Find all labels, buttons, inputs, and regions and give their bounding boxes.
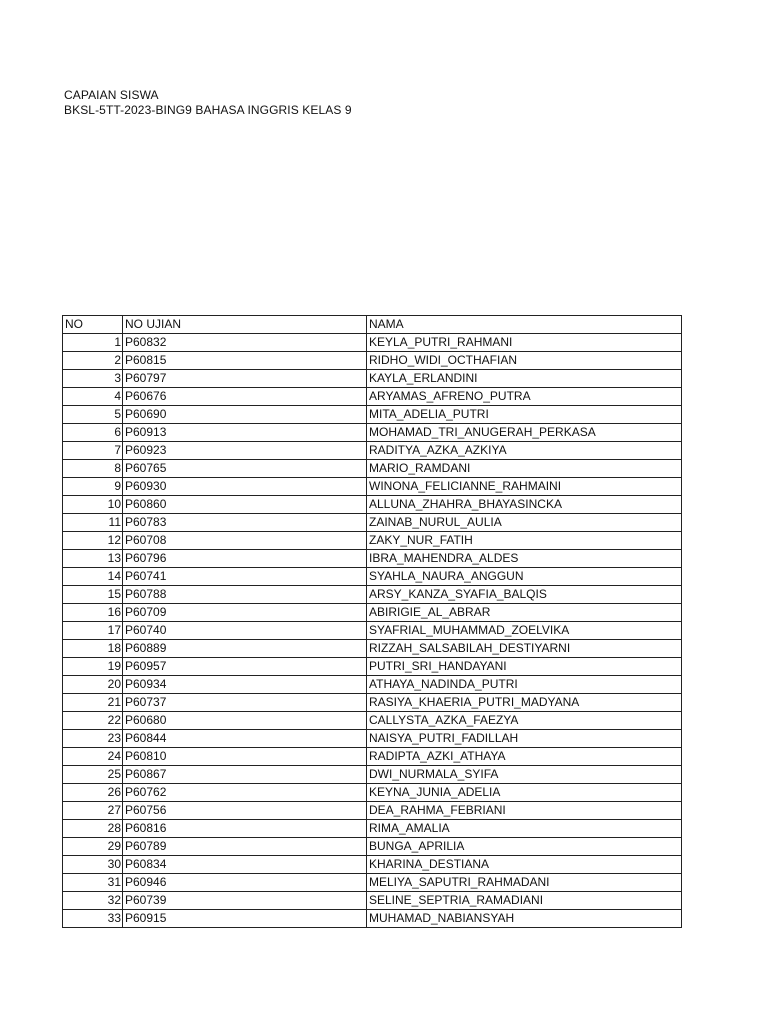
exam-number-cell: P60796 — [123, 550, 367, 568]
row-number-cell: 21 — [63, 694, 123, 712]
student-name-cell: IBRA_MAHENDRA_ALDES — [367, 550, 682, 568]
table-row — [63, 694, 682, 712]
table-row — [63, 478, 682, 496]
row-number-cell: 1 — [63, 334, 123, 352]
table-row — [63, 586, 682, 604]
student-name-cell: ATHAYA_NADINDA_PUTRI — [367, 676, 682, 694]
table-row — [63, 730, 682, 748]
row-number-cell: 30 — [63, 856, 123, 874]
exam-number-cell: P60709 — [123, 604, 367, 622]
exam-number-cell: P60756 — [123, 802, 367, 820]
student-name-cell: RIMA_AMALIA — [367, 820, 682, 838]
table-header — [63, 316, 682, 334]
student-name-cell: RADIPTA_AZKI_ATHAYA — [367, 748, 682, 766]
document-title: CAPAIAN SISWA — [64, 88, 159, 102]
row-number-cell: 7 — [63, 442, 123, 460]
exam-number-cell: P60741 — [123, 568, 367, 586]
row-number-cell: 17 — [63, 622, 123, 640]
table-row — [63, 766, 682, 784]
student-name-cell: PUTRI_SRI_HANDAYANI — [367, 658, 682, 676]
row-number-cell: 12 — [63, 532, 123, 550]
row-number-cell: 27 — [63, 802, 123, 820]
student-name-cell: ARSY_KANZA_SYAFIA_BALQIS — [367, 586, 682, 604]
exam-number-cell: P60708 — [123, 532, 367, 550]
exam-number-cell: P60946 — [123, 874, 367, 892]
row-number-cell: 4 — [63, 388, 123, 406]
table-row — [63, 514, 682, 532]
student-name-cell: SYAFRIAL_MUHAMMAD_ZOELVIKA — [367, 622, 682, 640]
table-row — [63, 568, 682, 586]
row-number-cell: 24 — [63, 748, 123, 766]
exam-number-cell: P60834 — [123, 856, 367, 874]
row-number-cell: 11 — [63, 514, 123, 532]
student-name-cell: CALLYSTA_AZKA_FAEZYA — [367, 712, 682, 730]
student-name-cell: RADITYA_AZKA_AZKIYA — [367, 442, 682, 460]
column-header-no: NO — [63, 316, 123, 334]
student-name-cell: KHARINA_DESTIANA — [367, 856, 682, 874]
table-row — [63, 550, 682, 568]
row-number-cell: 26 — [63, 784, 123, 802]
table-header-row — [63, 316, 682, 334]
student-name-cell: ABIRIGIE_AL_ABRAR — [367, 604, 682, 622]
row-number-cell: 28 — [63, 820, 123, 838]
exam-number-cell: P60815 — [123, 352, 367, 370]
student-name-cell: MELIYA_SAPUTRI_RAHMADANI — [367, 874, 682, 892]
student-name-cell: SELINE_SEPTRIA_RAMADIANI — [367, 892, 682, 910]
table-row — [63, 604, 682, 622]
exam-number-cell: P60860 — [123, 496, 367, 514]
table-row — [63, 424, 682, 442]
exam-number-cell: P60680 — [123, 712, 367, 730]
exam-number-cell: P60832 — [123, 334, 367, 352]
student-name-cell: MUHAMAD_NABIANSYAH — [367, 910, 682, 928]
table-row — [63, 856, 682, 874]
document-header — [64, 88, 352, 118]
table-row — [63, 388, 682, 406]
row-number-cell: 10 — [63, 496, 123, 514]
row-number-cell: 22 — [63, 712, 123, 730]
row-number-cell: 3 — [63, 370, 123, 388]
exam-number-cell: P60789 — [123, 838, 367, 856]
row-number-cell: 32 — [63, 892, 123, 910]
exam-number-cell: P60740 — [123, 622, 367, 640]
table-row — [63, 892, 682, 910]
row-number-cell: 9 — [63, 478, 123, 496]
row-number-cell: 25 — [63, 766, 123, 784]
exam-number-cell: P60690 — [123, 406, 367, 424]
table-row — [63, 838, 682, 856]
row-number-cell: 20 — [63, 676, 123, 694]
row-number-cell: 5 — [63, 406, 123, 424]
table-body — [63, 334, 682, 928]
exam-number-cell: P60889 — [123, 640, 367, 658]
table-row — [63, 496, 682, 514]
exam-number-cell: P60957 — [123, 658, 367, 676]
table-row — [63, 406, 682, 424]
exam-number-cell: P60737 — [123, 694, 367, 712]
exam-number-cell: P60915 — [123, 910, 367, 928]
exam-number-cell: P60923 — [123, 442, 367, 460]
row-number-cell: 31 — [63, 874, 123, 892]
table-row — [63, 442, 682, 460]
row-number-cell: 23 — [63, 730, 123, 748]
student-name-cell: KEYLA_PUTRI_RAHMANI — [367, 334, 682, 352]
row-number-cell: 8 — [63, 460, 123, 478]
table-row — [63, 676, 682, 694]
row-number-cell: 13 — [63, 550, 123, 568]
exam-number-cell: P60934 — [123, 676, 367, 694]
row-number-cell: 2 — [63, 352, 123, 370]
student-table — [62, 315, 682, 928]
table-row — [63, 334, 682, 352]
row-number-cell: 33 — [63, 910, 123, 928]
student-name-cell: ZAINAB_NURUL_AULIA — [367, 514, 682, 532]
student-name-cell: ZAKY_NUR_FATIH — [367, 532, 682, 550]
table-row — [63, 748, 682, 766]
document-subtitle: BKSL-5TT-2023-BING9 BAHASA INGGRIS KELAS 9 — [64, 103, 352, 117]
row-number-cell: 19 — [63, 658, 123, 676]
student-name-cell: KEYNA_JUNIA_ADELIA — [367, 784, 682, 802]
row-number-cell: 14 — [63, 568, 123, 586]
student-name-cell: MARIO_RAMDANI — [367, 460, 682, 478]
table-row — [63, 640, 682, 658]
student-name-cell: RASIYA_KHAERIA_PUTRI_MADYANA — [367, 694, 682, 712]
student-name-cell: KAYLA_ERLANDINI — [367, 370, 682, 388]
table-row — [63, 622, 682, 640]
student-name-cell: ARYAMAS_AFRENO_PUTRA — [367, 388, 682, 406]
table-row — [63, 532, 682, 550]
exam-number-cell: P60788 — [123, 586, 367, 604]
exam-number-cell: P60783 — [123, 514, 367, 532]
student-name-cell: MOHAMAD_TRI_ANUGERAH_PERKASA — [367, 424, 682, 442]
exam-number-cell: P60676 — [123, 388, 367, 406]
student-name-cell: DWI_NURMALA_SYIFA — [367, 766, 682, 784]
table-row — [63, 658, 682, 676]
row-number-cell: 18 — [63, 640, 123, 658]
exam-number-cell: P60765 — [123, 460, 367, 478]
table-row — [63, 712, 682, 730]
student-name-cell: ALLUNA_ZHAHRA_BHAYASINCKA — [367, 496, 682, 514]
exam-number-cell: P60913 — [123, 424, 367, 442]
student-name-cell: DEA_RAHMA_FEBRIANI — [367, 802, 682, 820]
row-number-cell: 16 — [63, 604, 123, 622]
row-number-cell: 29 — [63, 838, 123, 856]
row-number-cell: 6 — [63, 424, 123, 442]
exam-number-cell: P60844 — [123, 730, 367, 748]
table-row — [63, 874, 682, 892]
table-row — [63, 370, 682, 388]
exam-number-cell: P60797 — [123, 370, 367, 388]
student-name-cell: NAISYA_PUTRI_FADILLAH — [367, 730, 682, 748]
student-name-cell: WINONA_FELICIANNE_RAHMAINI — [367, 478, 682, 496]
table-row — [63, 802, 682, 820]
exam-number-cell: P60867 — [123, 766, 367, 784]
column-header-nama: NAMA — [367, 316, 682, 334]
student-name-cell: RIDHO_WIDI_OCTHAFIAN — [367, 352, 682, 370]
table-row — [63, 352, 682, 370]
exam-number-cell: P60930 — [123, 478, 367, 496]
student-name-cell: MITA_ADELIA_PUTRI — [367, 406, 682, 424]
exam-number-cell: P60816 — [123, 820, 367, 838]
table-row — [63, 784, 682, 802]
student-name-cell: RIZZAH_SALSABILAH_DESTIYARNI — [367, 640, 682, 658]
exam-number-cell: P60739 — [123, 892, 367, 910]
student-name-cell: BUNGA_APRILIA — [367, 838, 682, 856]
student-name-cell: SYAHLA_NAURA_ANGGUN — [367, 568, 682, 586]
exam-number-cell: P60810 — [123, 748, 367, 766]
table-row — [63, 910, 682, 928]
table-row — [63, 460, 682, 478]
row-number-cell: 15 — [63, 586, 123, 604]
exam-number-cell: P60762 — [123, 784, 367, 802]
column-header-no-ujian: NO UJIAN — [123, 316, 367, 334]
table-row — [63, 820, 682, 838]
